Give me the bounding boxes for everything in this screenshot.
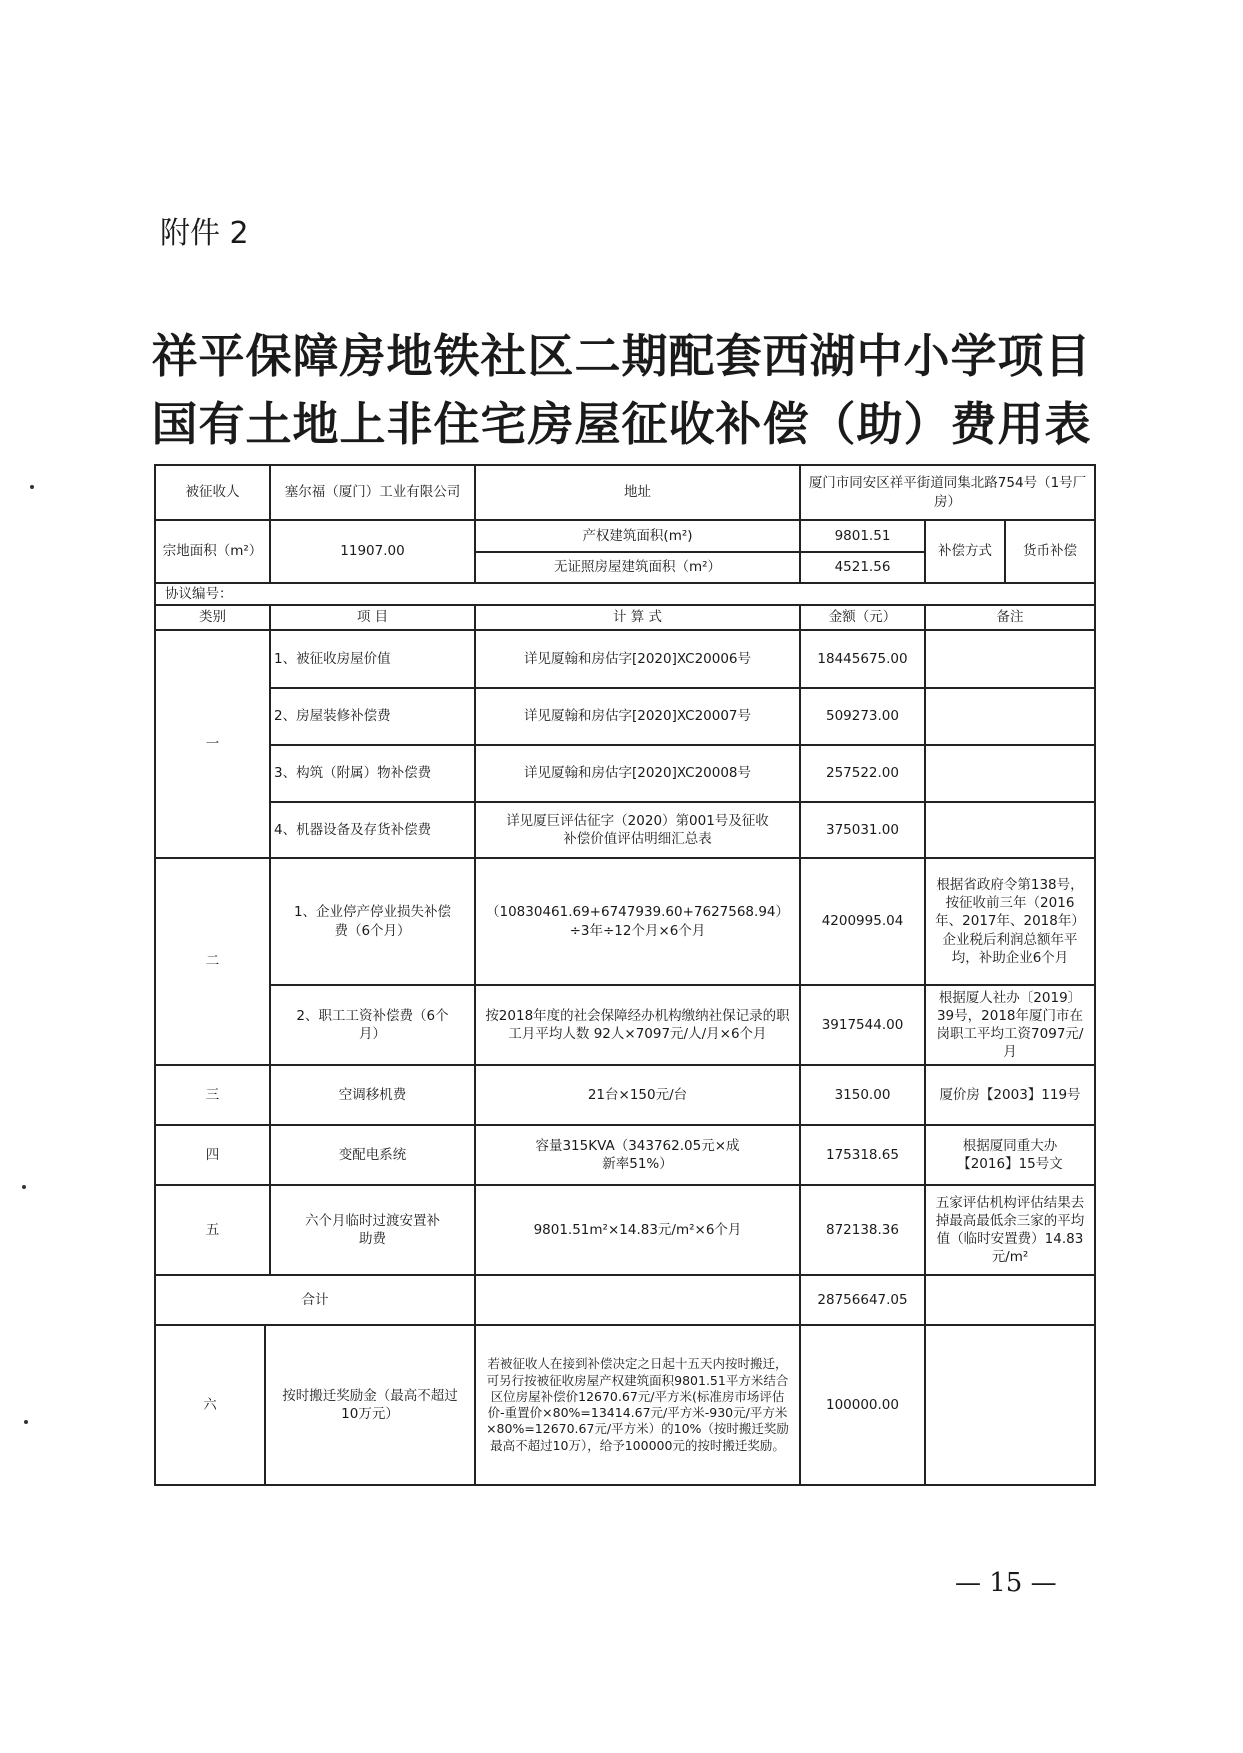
- row-10-formula: 若被征收人在接到补偿决定之日起十五天内按时搬迁，可另行按被征收房屋产权建筑面积9801.51平方米结合区位房屋补偿价12670.67元/平方米(标准房市场评估价-重置价×80%=13414.67元/平方米-930元/平方米×80%=12670.67元/平方米）的10%（按时搬迁奖励最高不超过10万），给予100000元的按时搬迁奖励。: [486, 1356, 789, 1453]
- comp-method-label: 补偿方式: [938, 543, 992, 560]
- col-amount: 金额（元）: [828, 609, 897, 626]
- row-6-item: 2、职工工资补偿费（6个月）: [296, 1007, 449, 1042]
- title-line-1: 祥平保障房地铁社区二期配套西湖中小学项目: [151, 329, 1092, 383]
- row-1-item: 1、被征收房屋价值: [274, 650, 391, 667]
- comp-method-value: 货币补偿: [1023, 543, 1077, 560]
- row-8-note: 根据厦同重大办【2016】15号文: [957, 1137, 1063, 1172]
- category-4: 四: [205, 1146, 220, 1163]
- row-5-item: 1、企业停产停业损失补偿费（6个月）: [293, 904, 452, 939]
- row-10-amount: 100000.00: [825, 1396, 899, 1413]
- category-5: 五: [205, 1221, 220, 1238]
- row-4-formula: 详见厦巨评估征字（2020）第001号及征收补偿价值评估明细汇总表: [506, 812, 769, 847]
- row-8-formula: 容量315KVA（343762.05元×成新率51%）: [535, 1137, 740, 1172]
- land-area-value: 11907.00: [340, 543, 405, 560]
- row-7-formula: 21台×150元/台: [587, 1086, 688, 1103]
- row-5-note: 根据省政府令第138号，按征收前三年（2016年、2017年、2018年）企业税后利润总额年平均，补助企业6个月: [935, 876, 1085, 966]
- address-value: 厦门市同安区祥平街道同集北路754号（1号厂房）: [808, 475, 1087, 510]
- row-2-amount: 509273.00: [825, 708, 899, 725]
- row-3-item: 3、构筑（附属）物补偿费: [274, 765, 432, 782]
- row-3-amount: 257522.00: [825, 765, 899, 782]
- row-3-formula: 详见厦翰和房估字[2020]XC20008号: [523, 765, 752, 782]
- page-number: — 15 —: [955, 1568, 1057, 1598]
- category-1: 一: [205, 735, 220, 752]
- row-8-item: 变配电系统: [338, 1146, 407, 1163]
- total-label: 合计: [301, 1291, 329, 1308]
- row-4-amount: 375031.00: [825, 821, 899, 838]
- row-1-formula: 详见厦翰和房估字[2020]XC20006号: [523, 650, 752, 667]
- row-9-amount: 872138.36: [825, 1221, 899, 1238]
- category-6: 六: [203, 1396, 217, 1413]
- title-line-2: 国有土地上非住宅房屋征收补偿（助）费用表: [151, 397, 1092, 451]
- category-2: 二: [205, 953, 220, 970]
- property-area-label: 产权建筑面积(m²): [582, 527, 693, 544]
- property-area-value: 9801.51: [834, 527, 891, 544]
- unlicensed-area-value: 4521.56: [834, 559, 891, 576]
- agreement-label: 协议编号：: [165, 585, 233, 602]
- row-9-formula: 9801.51m²×14.83元/m²×6个月: [533, 1221, 742, 1238]
- row-10-item: 按时搬迁奖励金（最高不超过10万元）: [282, 1387, 458, 1422]
- row-1-amount: 18445675.00: [817, 650, 908, 667]
- unlicensed-area-label: 无证照房屋建筑面积（m²）: [553, 559, 722, 576]
- total-amount: 28756647.05: [817, 1291, 908, 1308]
- row-4-item: 4、机器设备及存货补偿费: [274, 821, 432, 838]
- row-5-amount: 4200995.04: [821, 913, 904, 930]
- row-8-amount: 175318.65: [825, 1146, 899, 1163]
- row-5-formula: （10830461.69+6747939.60+7627568.94）÷3年÷12个月×6个月: [486, 904, 789, 939]
- payee-label: 被征收人: [185, 484, 240, 501]
- category-3: 三: [205, 1086, 220, 1103]
- col-category: 类别: [199, 609, 226, 626]
- payee-value: 塞尔福（厦门）工业有限公司: [284, 484, 461, 501]
- row-7-amount: 3150.00: [834, 1086, 891, 1103]
- row-9-item: 六个月临时过渡安置补助费: [305, 1212, 440, 1247]
- col-note: 备注: [996, 609, 1024, 626]
- land-area-label: 宗地面积（m²）: [162, 543, 263, 560]
- row-2-item: 2、房屋装修补偿费: [274, 708, 391, 725]
- row-9-note: 五家评估机构评估结果去掉最高最低余三家的平均值（临时安置费）14.83元/m²: [935, 1194, 1085, 1266]
- row-2-formula: 详见厦翰和房估字[2020]XC20007号: [523, 708, 752, 725]
- attachment-label: 附件 2: [160, 216, 249, 251]
- col-formula: 计 算 式: [612, 609, 663, 626]
- address-label: 地址: [624, 484, 651, 501]
- row-7-note: 厦价房【2003】119号: [939, 1086, 1081, 1103]
- row-7-item: 空调移机费: [338, 1086, 407, 1103]
- row-6-formula: 按2018年度的社会保障经办机构缴纳社保记录的职工月平均人数 92人×7097元/人/月×6个月: [485, 1007, 790, 1042]
- row-6-note: 根据厦人社办〔2019〕39号，2018年厦门市在岗职工平均工资7097元/月: [936, 989, 1084, 1061]
- col-item: 项 目: [356, 609, 389, 626]
- row-6-amount: 3917544.00: [821, 1016, 904, 1033]
